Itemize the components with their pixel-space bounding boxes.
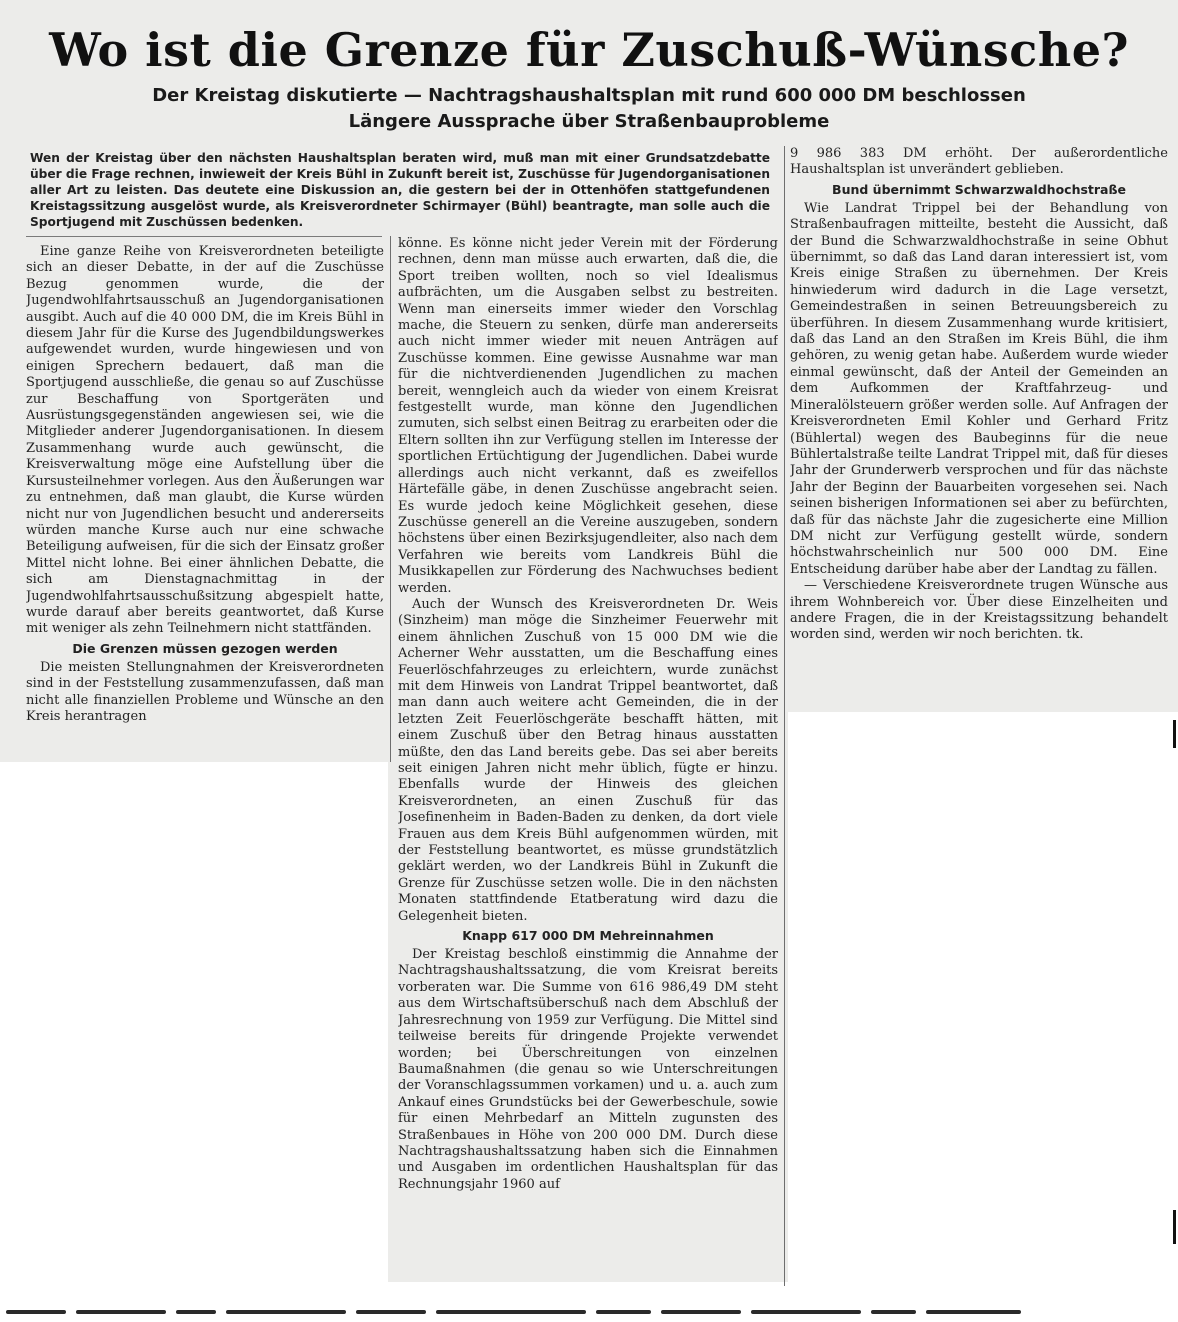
paragraph: Eine ganze Reihe von Kreisverordneten beteiligte sich an dieser Debatte, in der auf die Zuschüsse Bezug genommen wurde, die der Jugendwohlfahrtsausschuß an Jugendorganisationen ausgibt. Auch auf die 40 000 DM, die im Kreis Bühl in diesem Jahr für die Kurse des Jugendbildungswerkes aufgewendet wurden, wurde hingewiesen und von einigen Sprechern bedauert, daß man die Sportjugend ausschließe, die genau so auf Zuschüsse zur Beschaffung von Sportgeräten und Ausrüstungsgegenständen angewiesen sei, wie die Mitglieder anderer Jugendorganisationen. In diesem Zusammenhang wurde auch gewünscht, die Kreisverwaltung möge eine Aufstellung über die Kursusteilnehmer vorlegen. Aus den Äußerungen war zu entnehmen, daß man glaubt, die Kurse würden nicht nur von Jugendlichen besucht und andererseits würden manche Kurse auch nur eine schwache Beteiligung aufweisen, für die sich der Einsatz großer Mittel nicht lohne. Bei einer ähnlichen Debatte, die sich am Dienstagnachmittag in der Jugendwohlfahrtsausschußsitzung abgespielt hatte, wurde darauf aber bereits geantwortet, daß Kurse mit weniger als zehn Teilnehmern nicht stattfänden. <box>26 244 384 637</box>
column-rule-right <box>784 146 785 1286</box>
scan-edge-mark <box>1173 720 1176 748</box>
subheadline: Der Kreistag diskutierte — Nachtragshaushaltsplan mit rund 600 000 DM beschlossen <box>152 85 1026 106</box>
page-background-gap <box>788 712 1178 762</box>
section-subhead: Bund übernimmt Schwarzwaldhochstraße <box>832 181 1126 197</box>
lead-rule <box>26 236 382 237</box>
paragraph: könne. Es könne nicht jeder Verein mit der Förderung rechnen, denn man müsse auch erwarten, daß die, die Sport treiben wollten, noch so viel Idealismus aufbrächten, um die Ausgaben selbst zu bestreiten. Wenn man einerseits immer wieder den Vorschlag mache, die Steuern zu senken, dürfe man andererseits auch nicht immer wieder mit neuen Anträgen auf Zuschüsse kommen. Eine gewisse Ausnahme war man für die nichtverdienenden Jugendlichen zu machen bereit, wenngleich auch da wieder von einem Kreisrat festgestellt wurde, man könne den Jugendlichen zumuten, sich selbst einen Beitrag zu erarbeiten oder die Eltern sollten ihn zur Verfügung stellen im Interesse der sportlichen Ertüchtigung der Jugendlichen. Dabei wurde allerdings auch nicht verkannt, daß es zweifellos Härtefälle gäbe, in denen Zuschüsse angebracht seien. Es wurde jedoch keine Möglichkeit gesehen, diese Zuschüsse generell an die Vereine auszugeben, sondern höchstens über einen Bezirksjugendleiter, also nach dem Verfahren wie bereits vom Landkreis Bühl die Musikkapellen zur Förderung des Nachwuchses bedient werden. <box>398 236 778 596</box>
column-rule-left <box>390 236 391 762</box>
paragraph: Wie Landrat Trippel bei der Behandlung von Straßenbaufragen mitteilte, besteht die Aussicht, daß der Bund die Schwarzwaldhochstraße in seine Obhut übernimmt, so daß das Land daran interessiert ist, vom Kreis einige Straßen zu übernehmen. Der Kreis hinwiederum wird dadurch in die Lage versetzt, Gemeindestraßen in seinen Betreuungsbereich zu überführen. In diesem Zusammenhang wurde kritisiert, daß das Land an den Straßen im Kreis Bühl, die ihm gehören, zu wenig getan habe. Außerdem wurde wieder einmal gewünscht, daß der Anteil der Gemeinden an dem Aufkommen der Kraftfahrzeug- und Mineralölsteuern größer werden solle. Auf Anfragen der Kreisverordneten Emil Kohler und Gerhard Fritz (Bühlertal) wegen des Baubeginns für die neue Bühlertalstraße teilte Landrat Trippel mit, daß für dieses Jahr der Grunderwerb versprochen und für das nächste Jahr der Beginn der Bauarbeiten vorgesehen sei. Nach seinen bisherigen Informationen sei aber zu befürchten, daß für das nächste Jahr die zugesicherte eine Million DM nicht zur Verfügung gestellt würde, sondern höchstwahrscheinlich nur 500 000 DM. Eine Entscheidung darüber habe aber der Landtag zu fällen. <box>790 200 1168 577</box>
paragraph: — Verschiedene Kreisverordnete trugen Wünsche aus ihrem Wohnbereich vor. Über diese Einzelheiten und andere Fragen, die in der Kreistagssitzung behandelt worden sind, werden wir noch berichten. tk. <box>790 578 1168 643</box>
paragraph: 9 986 383 DM erhöht. Der außerordentliche Haushaltsplan ist unverändert geblieben. <box>790 146 1168 178</box>
section-subhead: Die Grenzen müssen gezogen werden <box>72 640 338 656</box>
lead-paragraph: Wen der Kreistag über den nächsten Haushaltsplan beraten wird, muß man mit einer Grundsatzdebatte über die Frage rechnen, inwieweit der Kreis Bühl in Zukunft bereit ist, Zuschüsse für Jugendorganisationen aller Art zu leisten. Das deutete eine Diskussion an, die gestern bei der in Ottenhöfen stattgefundenen Kreistagssitzung ausgelöst wurde, als Kreisverordneter Schirmayer (Bühl) beantragte, man solle auch die Sportjugend mit Zuschüssen bedenken. <box>30 151 770 229</box>
paragraph: Auch der Wunsch des Kreisverordneten Dr. Weis (Sinzheim) man möge die Sinzheimer Feuerwehr mit einem ähnlichen Zuschuß von 15 000 DM wie die Acherner Wehr ausstatten, um die Beschaffung eines Feuerlöschfahrzeuges zu erleichtern, wurde zunächst mit dem Hinweis von Landrat Trippel beantwortet, daß man dann auch weitere acht Gemeinden, die in der letzten Zeit Feuerlöschgeräte beschafft hätten, mit einem Zuschuß über den Betrag hinaus ausstatten müßte, den das Land bereits gebe. Das sei aber bereits seit einigen Jahren nicht mehr üblich, fügte er hinzu. Ebenfalls wurde der Hinweis des gleichen Kreisverordneten, an einen Zuschuß für das Josefinenheim in Baden-Baden zu denken, da dort viele Frauen aus dem Kreis Bühl aufgenommen würden, mit der Feststellung beantwortet, es müsse grundstätzlich geklärt werden, wo der Landkreis Bühl in Zukunft die Grenze für Zuschüsse setzen wolle. Die in den nächsten Monaten stattfindende Etatberatung wird dazu die Gelegenheit bieten. <box>398 596 778 924</box>
column-left <box>26 244 384 764</box>
cut-off-text-fragment <box>0 1298 1178 1322</box>
section-subhead: Knapp 617 000 DM Mehreinnahmen <box>462 928 714 944</box>
paragraph: Der Kreistag beschloß einstimmig die Annahme der Nachtragshaushaltssatzung, die vom Kreisrat bereits vorberaten war. Die Summe von 616 986,49 DM steht aus dem Wirtschaftsüberschuß nach dem Abschluß der Jahresrechnung von 1959 zur Verfügung. Die Mittel sind teilweise bereits für dringende Projekte verwendet worden; bei Überschreitungen von einzelnen Baumaßnahmen (die genau so wie Unterschreitungen der Voranschlagssummen vorkamen) und u. a. auch zum Ankauf eines Grundstücks bei der Gewerbeschule, sowie für einen Mehrbedarf an Mitteln zugunsten des Straßenbaues in Höhe von 200 000 DM. Durch diese Nachtragshaushaltssatzung haben sich die Einnahmen und Ausgaben im ordentlichen Haushaltsplan für das Rechnungsjahr 1960 auf <box>398 947 778 1192</box>
paragraph: Die meisten Stellungnahmen der Kreisverordneten sind in der Feststellung zusammenzufassen, daß man nicht alle finanziellen Probleme und Wünsche an den Kreis herantragen <box>26 659 384 724</box>
headline: Wo ist die Grenze für Zuschuß-Wünsche? <box>49 23 1129 77</box>
column-right <box>790 146 1168 706</box>
column-middle <box>398 236 778 1286</box>
subheadline-secondary: Längere Aussprache über Straßenbauprobleme <box>348 111 830 132</box>
scan-edge-mark <box>1173 1210 1176 1244</box>
